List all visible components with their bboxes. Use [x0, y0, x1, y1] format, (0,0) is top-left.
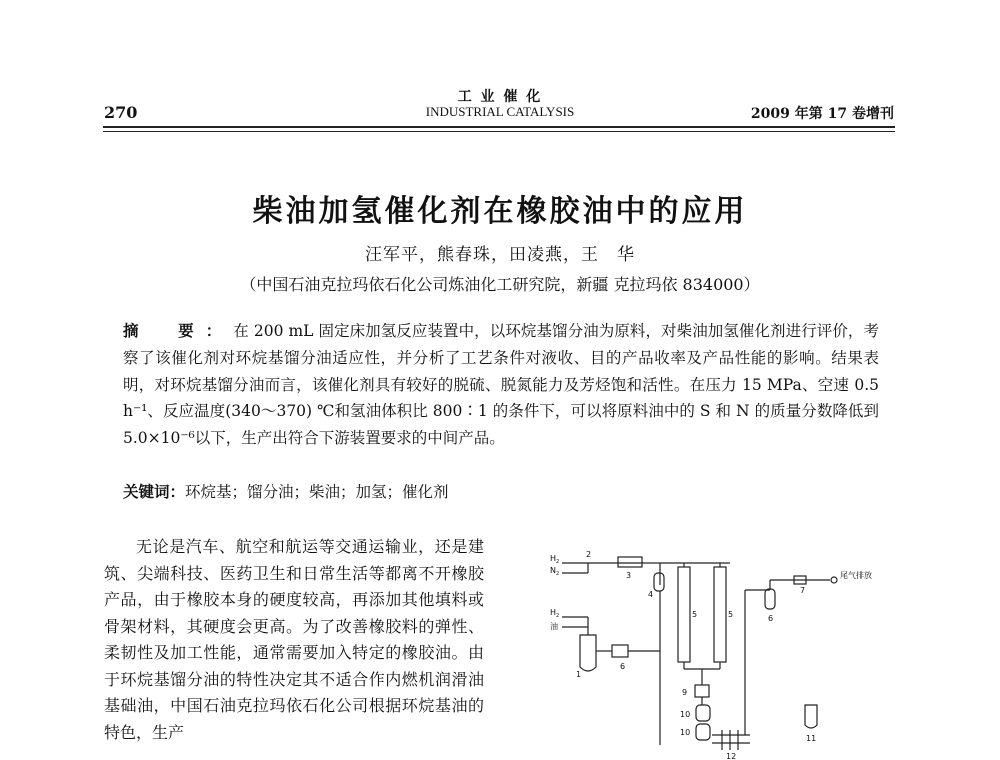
num-6-left: 6: [620, 662, 626, 671]
num-3: 3: [626, 571, 632, 580]
body-text: [104, 534, 484, 746]
reactor-5b: [714, 567, 726, 662]
header-rule-thick: [103, 126, 895, 128]
separator-6: [765, 589, 775, 609]
num-5a: 5: [692, 610, 698, 619]
label-vent: 尾气排放: [840, 571, 872, 580]
body-paragraph: 无论是汽车、航空和航运等交通运输业，还是建筑、尖端科技、医药卫生和日常生活等都离不开橡胶产品，由于橡胶本身的硬度较高，再添加其他填料或骨架材料，其硬度会更高。为了改善橡胶料的弹性、柔韧性及加工性能，通常需要加入特定的橡胶油。由于环烷基馏分油的特性决定其不适合作内燃机润滑油基础油，中国石油克拉玛依石化公司根据环烷基油的特色，生产: [104, 537, 484, 742]
keywords-text: 环烷基；馏分油；柴油；加氢；催化剂: [185, 483, 449, 501]
product-receiver-11: [805, 705, 817, 728]
reactor-5a: [678, 567, 690, 662]
num-7: 7: [800, 586, 806, 595]
cooler-9: [695, 685, 709, 697]
separator-10a: [696, 705, 710, 721]
journal-name-en: INDUSTRIAL CATALYSIS: [425, 104, 575, 119]
num-1: 1: [576, 670, 582, 679]
num-10b: 10: [680, 728, 691, 737]
num-12: 12: [726, 752, 737, 760]
filter-4: [654, 573, 664, 591]
abstract-label: 摘 要：: [123, 321, 234, 340]
keywords: [123, 480, 449, 502]
separator-10b: [696, 724, 710, 740]
article-title: 柴油加氢催化剂在橡胶油中的应用: [252, 194, 748, 229]
num-5b: 5: [728, 610, 734, 619]
header-rule-thin: [103, 131, 895, 132]
article-affiliation: （中国石油克拉玛依石化公司炼油化工研究院，新疆 克拉玛依 834000）: [240, 275, 760, 294]
num-4: 4: [648, 590, 654, 599]
label-oil: 油: [550, 622, 558, 631]
heater-3: [618, 557, 642, 567]
num-9: 9: [682, 688, 688, 697]
num-10a: 10: [680, 710, 691, 719]
num-11: 11: [806, 734, 817, 743]
label-h2: $H_2$: [550, 554, 560, 565]
num-2: 2: [586, 550, 592, 559]
issue-label: 2009 年第 17 卷增刊: [750, 106, 894, 122]
abstract-text: 在 200 mL 固定床加氢反应装置中，以环烷基馏分油为原料，对柴油加氢催化剂进行评价，考察了该催化剂对环烷基馏分油适应性，并分析了工艺条件对液收、目的产品收率及产品性能的影响。结果表明，对环烷基馏分油而言，该催化剂具有较好的脱硫、脱氮能力及芳烃饱和活性。在压力 15 MPa、空速 0.5 h⁻¹、反应温度(340～370) ℃和氢油体积比 800∶1 的条件下，可以将原料油中的 S 和 N 的质量分数降低到 5.0×10⁻⁶以下，生产出符合下游装置要求的中间产品。: [123, 322, 879, 448]
num-6-right: 6: [768, 614, 774, 623]
keywords-label: 关键词：: [123, 482, 186, 501]
label-h2-lower: $H_2$: [550, 608, 560, 619]
pump-8: [612, 645, 628, 657]
feed-tank-1: [580, 635, 596, 671]
page-number: 270: [104, 103, 138, 122]
journal-name-cn: 工 业 催 化: [457, 89, 543, 105]
article-authors: 汪军平，熊春珠，田凌燕，王 华: [365, 245, 635, 265]
abstract: [123, 318, 879, 452]
label-n2: $N_2$: [550, 566, 560, 577]
process-flow-diagram: [540, 545, 900, 760]
